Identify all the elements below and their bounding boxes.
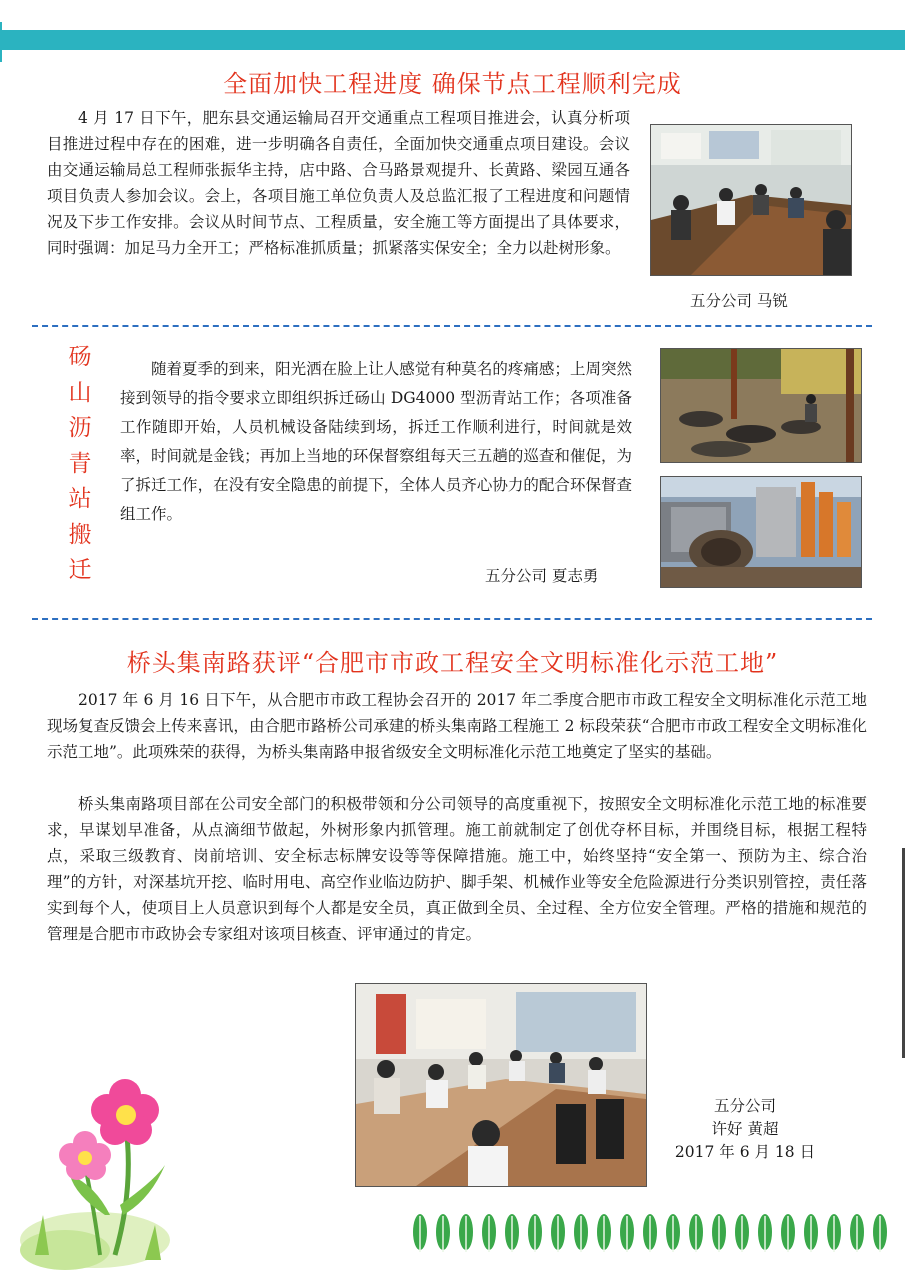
meeting-photo-1 bbox=[650, 124, 852, 276]
article1-paragraph: 4 月 17 日下午，肥东县交通运输局召开交通重点工程项目推进会，认真分析项目推进过程中存在的困难，进一步明确各自责任，全面加快交通重点项目建设。会议由交通运输局总工程师张振华主持，店中路、合马路景观提升、长黄路、梁园互通各项目负责人参加会议。会上，各项目施工单位负责人及总监汇报了工程进度和问题情况及下步工作安排。会议从时间节点、工程质量，安全施工等方面提出了具体要求，同时强调：加足马力全开工；严格标准抓质量；抓紧落实保安全；全力以赴树形象。 bbox=[47, 109, 630, 257]
article2-paragraph: 随着夏季的到来，阳光洒在脸上让人感觉有种莫名的疼痛感；上周突然接到领导的指令要求立即组织拆迁砀山 DG4000 型沥青站工作；各项准备工作随即开始，人员机械设备陆续到场，拆迁工作顺利进行，时间就是效率，时间就是金钱；再加上当地的环保督察组每天三五趟的巡查和催促，为了拆迁工作，在没有安全隐患的前提下，全体人员齐心协力的配合环保督查组工作。 bbox=[120, 360, 632, 523]
leaf-border bbox=[408, 1210, 898, 1256]
article2-title-char: 搬 bbox=[68, 521, 92, 548]
article1-title: 全面加快工程进度 确保节点工程顺利完成 bbox=[223, 70, 682, 98]
asphalt-plant-photo bbox=[660, 476, 862, 588]
article3-paragraph2: 桥头集南路项目部在公司安全部门的积极带领和分公司领导的高度重视下，按照安全文明标准化示范工地的标准要求，早谋划早准备，从点滴细节做起，外树形象内抓管理。施工前就制定了创优夺杯目标，并围绕目标，根据工程特点，采取三级教育、岗前培训、安全标志标牌安设等等保障措施。施工中，始终坚持“安全第一、预防为主、综合治理”的方针，对深基坑开挖、临时用电、高空作业临边防护、脚手架、机械作业等安全危险源进行分类识别管控，责任落实到每个人，使项目上人员意识到每个人都是安全员，真正做到全员、全过程、全方位安全管理。严格的措施和规范的管理是合肥市市政协会专家组对该项目核查、评审通过的肯定。 bbox=[47, 795, 867, 943]
article2-title-char: 迁 bbox=[68, 557, 92, 583]
article2-title-char: 砀 bbox=[68, 344, 92, 370]
article2-title-char: 站 bbox=[68, 486, 92, 512]
article2-title-char: 山 bbox=[68, 379, 92, 406]
divider-2 bbox=[32, 618, 872, 620]
credit-date: 2017 年 6 月 18 日 bbox=[674, 1143, 816, 1161]
header-bar bbox=[0, 30, 905, 50]
divider-1 bbox=[32, 325, 872, 327]
flower-decoration bbox=[15, 1065, 225, 1275]
credit-names: 许好 黄超 bbox=[711, 1120, 779, 1138]
article2-vertical-title bbox=[60, 340, 100, 589]
article2-title-char: 沥 bbox=[68, 415, 92, 441]
review-meeting-photo bbox=[355, 983, 647, 1187]
credit-company: 五分公司 bbox=[713, 1097, 776, 1115]
article3-credit bbox=[660, 1095, 830, 1164]
article3-title: 桥头集南路获评“合肥市市政工程安全文明标准化示范工地” bbox=[126, 649, 779, 677]
article2-byline: 五分公司 夏志勇 bbox=[485, 567, 599, 585]
article2-title-char: 青 bbox=[68, 450, 92, 477]
demolition-photo bbox=[660, 348, 862, 463]
article3-paragraph1: 2017 年 6 月 16 日下午，从合肥市市政工程协会召开的 2017 年二季度合肥市市政工程安全文明标准化示范工地现场复查反馈会上传来喜讯，由合肥市路桥公司承建的桥头集南路工程施工 2 标段荣获“合肥市市政工程安全文明标准化示范工地”。此项殊荣的获得，为桥头集南路申报省级安全文明标准化示范工地奠定了坚实的基础。 bbox=[47, 691, 867, 761]
article1-byline: 五分公司 马锐 bbox=[690, 292, 788, 310]
